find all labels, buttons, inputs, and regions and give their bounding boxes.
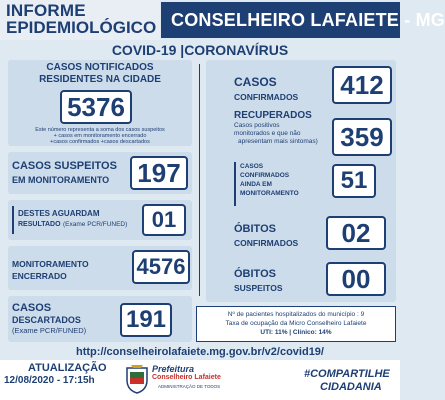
deaths-confirmed-value: 02 bbox=[326, 216, 386, 250]
discarded-label-1: CASOS bbox=[12, 302, 52, 314]
monitoring-closed-label-1: MONITORAMENTO bbox=[12, 259, 89, 269]
update-label: ATUALIZAÇÃO bbox=[28, 362, 107, 374]
suspected-value: 197 bbox=[130, 156, 188, 190]
logo-line-3: ADMINISTRAÇÃO DE TODOS bbox=[158, 384, 221, 389]
confirmed-value: 412 bbox=[332, 66, 392, 104]
notified-label-1: CASOS NOTIFICADOS bbox=[46, 62, 154, 73]
subtitle-bar bbox=[0, 40, 400, 60]
confirmed-monitoring-value: 51 bbox=[332, 164, 376, 198]
title-block bbox=[0, 0, 160, 40]
footer-bar bbox=[0, 360, 400, 400]
hashtag-line-2: CIDADANIA bbox=[320, 381, 382, 393]
awaiting-label-1: DESTES AGUARDAM bbox=[18, 209, 100, 218]
column-divider bbox=[199, 64, 200, 296]
awaiting-label-2a: RESULTADO bbox=[18, 221, 61, 228]
recovered-note-2: monitorados e que não bbox=[234, 130, 301, 137]
logo-line-2: Conselheiro Lafaiete bbox=[152, 374, 221, 381]
recovered-note-3: apresentam mais sintomas) bbox=[238, 138, 318, 145]
deaths-suspected-value: 00 bbox=[326, 262, 386, 296]
notified-note-3: +casos confirmados +casos descartados bbox=[50, 139, 150, 145]
hashtag-line-1: #COMPARTILHE bbox=[304, 368, 390, 380]
confirmed-monitoring-accent bbox=[234, 162, 236, 206]
awaiting-value: 01 bbox=[142, 204, 186, 236]
logo-line-1: Prefeitura bbox=[152, 364, 195, 374]
discarded-value: 191 bbox=[120, 303, 172, 337]
location-banner bbox=[161, 2, 445, 38]
suspected-panel bbox=[8, 152, 192, 194]
suspected-label-1: CASOS SUSPEITOS bbox=[12, 160, 117, 172]
awaiting-accent bbox=[12, 206, 14, 234]
discarded-label-3: (Exame PCR/FUNED) bbox=[12, 326, 87, 335]
notified-label-2: RESIDENTES NA CIDADE bbox=[39, 74, 161, 85]
confirmed-label-2: CONFIRMADOS bbox=[234, 92, 299, 102]
title-line1: INFORME bbox=[6, 1, 86, 20]
confirmed-monitoring-label-2: CONFIRMADOS bbox=[240, 172, 290, 179]
notified-note-1: Este número representa a soma dos casos suspeitos bbox=[35, 127, 165, 133]
location-label: CONSELHEIRO LAFAIETE - MG bbox=[171, 10, 445, 30]
monitoring-closed-label-2: ENCERRADO bbox=[12, 271, 67, 281]
city-crest-icon bbox=[124, 364, 150, 394]
deaths-confirmed-label-1: ÓBITOS bbox=[234, 223, 276, 235]
hospital-line-2: Taxa de ocupação da Micro Conselheiro Lafaiete bbox=[225, 320, 367, 327]
monitoring-closed-value: 4576 bbox=[132, 250, 190, 284]
notified-note-2: + casos em monitoramento encerrado bbox=[53, 133, 147, 139]
hospital-line-1: Nº de pacientes hospitalizados do município : 9 bbox=[227, 311, 365, 318]
confirmed-monitoring-label-4: MONITORAMENTO bbox=[240, 190, 299, 197]
deaths-suspected-label-1: ÓBITOS bbox=[234, 268, 276, 280]
discarded-panel bbox=[8, 296, 192, 342]
confirmed-monitoring-label-1: CASOS bbox=[240, 163, 264, 170]
covid-url-link[interactable]: http://conselheirolafaiete.mg.gov.br/v2/covid19/ bbox=[76, 346, 324, 358]
discarded-label-2: DESCARTADOS bbox=[12, 315, 81, 325]
update-value: 12/08/2020 - 17:15h bbox=[4, 375, 95, 386]
confirmed-monitoring-label-3: AINDA EM bbox=[240, 181, 272, 188]
hospital-info-box bbox=[196, 306, 396, 342]
confirmed-label-1: CASOS bbox=[234, 75, 277, 89]
recovered-value: 359 bbox=[332, 118, 392, 156]
notified-panel bbox=[8, 60, 192, 146]
recovered-note-1: Casos positivos bbox=[234, 122, 280, 129]
deaths-suspected-label-2: SUSPEITOS bbox=[234, 283, 283, 293]
suspected-label-2: EM MONITORAMENTO bbox=[12, 175, 110, 185]
awaiting-label-2b: (Exame PCR/FUNED) bbox=[63, 221, 128, 228]
awaiting-panel bbox=[8, 200, 192, 240]
recovered-label: RECUPERADOS bbox=[234, 110, 312, 121]
hospital-line-3: UTI: 11% | Clínico: 14% bbox=[260, 329, 332, 336]
notified-value: 5376 bbox=[60, 90, 132, 124]
title-line2: EPIDEMIOLÓGICO bbox=[6, 18, 157, 37]
right-panel bbox=[206, 60, 396, 302]
deaths-confirmed-label-2: CONFIRMADOS bbox=[234, 238, 299, 248]
monitoring-closed-panel bbox=[8, 246, 192, 290]
subtitle: COVID-19 |CORONAVÍRUS bbox=[111, 42, 289, 58]
